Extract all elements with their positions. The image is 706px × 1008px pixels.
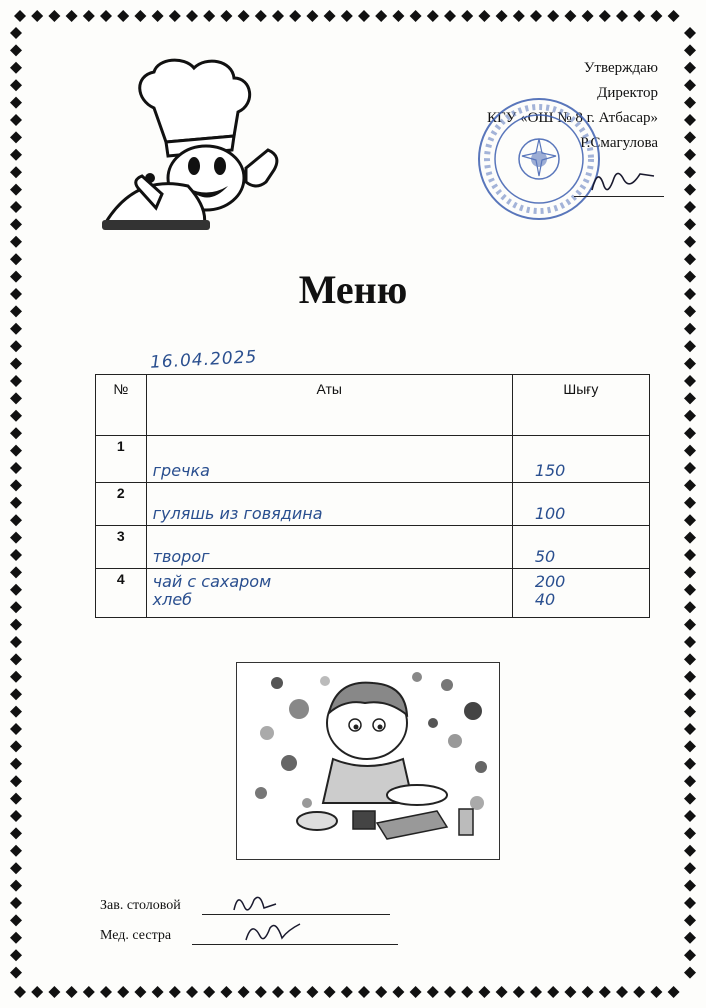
nurse-signature xyxy=(242,916,306,948)
border-diamond xyxy=(633,986,645,998)
border-diamond xyxy=(684,201,696,213)
dish-name: чай с сахаром xyxy=(152,572,272,591)
border-diamond xyxy=(564,986,576,998)
border-diamond xyxy=(306,10,318,22)
border-diamond xyxy=(10,323,22,335)
border-diamond xyxy=(684,636,696,648)
child-pupil xyxy=(354,725,359,730)
decor-dot xyxy=(289,699,309,719)
border-diamond xyxy=(10,636,22,648)
border-diamond xyxy=(10,27,22,39)
border-diamond xyxy=(83,10,95,22)
decor-dot xyxy=(255,787,267,799)
border-diamond xyxy=(100,986,112,998)
border-diamond xyxy=(10,619,22,631)
border-diamond xyxy=(684,845,696,857)
row-number: 2 xyxy=(116,485,125,501)
border-diamond xyxy=(10,79,22,91)
border-diamond xyxy=(444,10,456,22)
border-diamond xyxy=(10,793,22,805)
border-diamond xyxy=(684,932,696,944)
dish-name: творог xyxy=(152,547,210,566)
decor-dot xyxy=(441,679,453,691)
border-diamond xyxy=(684,131,696,143)
border-diamond xyxy=(31,10,43,22)
canteen-signature xyxy=(230,890,280,918)
border-diamond xyxy=(684,584,696,596)
border-diamond xyxy=(513,10,525,22)
approval-line-1: Утверждаю xyxy=(583,60,658,76)
border-diamond xyxy=(633,10,645,22)
border-diamond xyxy=(684,79,696,91)
border-diamond xyxy=(10,253,22,265)
border-diamond xyxy=(10,827,22,839)
border-diamond xyxy=(427,986,439,998)
border-diamond xyxy=(684,253,696,265)
border-diamond xyxy=(684,462,696,474)
border-diamond xyxy=(10,671,22,683)
border-diamond xyxy=(461,10,473,22)
decor-dot xyxy=(464,702,482,720)
border-diamond xyxy=(684,967,696,979)
border-diamond xyxy=(684,671,696,683)
row-number: 3 xyxy=(116,528,125,544)
border-diamond xyxy=(684,775,696,787)
border-diamond xyxy=(684,532,696,544)
border-diamond xyxy=(684,44,696,56)
approval-line-2: Директор xyxy=(597,85,658,101)
border-diamond xyxy=(684,897,696,909)
dish-output: 200 xyxy=(534,572,566,591)
border-diamond xyxy=(599,986,611,998)
border-diamond xyxy=(10,427,22,439)
border-diamond xyxy=(10,532,22,544)
row-number: 4 xyxy=(116,571,125,587)
border-diamond xyxy=(427,10,439,22)
border-diamond xyxy=(10,653,22,665)
border-diamond xyxy=(684,810,696,822)
decor-dot xyxy=(448,734,462,748)
border-diamond xyxy=(100,10,112,22)
border-diamond xyxy=(684,497,696,509)
border-diamond xyxy=(684,827,696,839)
border-diamond xyxy=(461,986,473,998)
border-diamond xyxy=(547,986,559,998)
menu-date: 16.04.2025 xyxy=(149,347,258,373)
border-diamond xyxy=(392,986,404,998)
border-diamond xyxy=(10,497,22,509)
table-row xyxy=(96,569,650,618)
border-diamond xyxy=(117,986,129,998)
decor-dot xyxy=(302,798,312,808)
border-diamond xyxy=(10,97,22,109)
dish-output: 50 xyxy=(534,547,556,566)
border-diamond xyxy=(684,601,696,613)
nurse-signature-row xyxy=(100,928,171,944)
border-diamond xyxy=(616,10,628,22)
border-diamond xyxy=(684,166,696,178)
border-diamond xyxy=(10,184,22,196)
canteen-label: Зав. столовой xyxy=(100,898,181,913)
border-diamond xyxy=(684,445,696,457)
border-diamond xyxy=(444,986,456,998)
dish-output: 100 xyxy=(534,504,566,523)
border-diamond xyxy=(48,10,60,22)
border-diamond xyxy=(83,986,95,998)
border-diamond xyxy=(341,10,353,22)
border-diamond xyxy=(478,986,490,998)
child-eating-illustration xyxy=(236,662,500,860)
border-diamond xyxy=(10,410,22,422)
border-diamond xyxy=(684,723,696,735)
border-diamond xyxy=(10,166,22,178)
border-diamond xyxy=(684,514,696,526)
decor-dot xyxy=(320,676,330,686)
border-diamond xyxy=(684,793,696,805)
border-diamond xyxy=(684,149,696,161)
border-diamond xyxy=(220,986,232,998)
border-diamond xyxy=(599,10,611,22)
row-number: 1 xyxy=(116,438,125,454)
border-diamond xyxy=(668,986,680,998)
border-diamond xyxy=(10,114,22,126)
border-diamond xyxy=(10,514,22,526)
border-diamond xyxy=(10,584,22,596)
header-output: Шығу xyxy=(512,375,649,436)
border-diamond xyxy=(14,10,26,22)
border-diamond xyxy=(684,62,696,74)
border-diamond xyxy=(10,218,22,230)
border-diamond xyxy=(10,601,22,613)
border-diamond xyxy=(10,862,22,874)
border-diamond xyxy=(10,479,22,491)
page-title: Меню xyxy=(298,267,408,312)
border-diamond xyxy=(564,10,576,22)
border-diamond xyxy=(10,967,22,979)
dish-output-2: 40 xyxy=(534,590,556,609)
border-diamond xyxy=(684,862,696,874)
dish-output: 150 xyxy=(534,461,566,480)
border-diamond xyxy=(358,10,370,22)
tray xyxy=(377,811,447,839)
decor-dot xyxy=(260,726,274,740)
border-diamond xyxy=(10,932,22,944)
border-diamond xyxy=(10,236,22,248)
table-row xyxy=(96,483,650,526)
border-diamond xyxy=(10,392,22,404)
director-signature xyxy=(588,160,658,200)
decor-dot xyxy=(281,755,297,771)
official-stamp xyxy=(476,96,602,222)
border-diamond xyxy=(10,358,22,370)
dish-name-2: хлеб xyxy=(152,590,193,609)
border-diamond xyxy=(289,10,301,22)
border-diamond xyxy=(10,758,22,770)
border-diamond xyxy=(10,62,22,74)
dish-name: гречка xyxy=(152,461,210,480)
border-diamond xyxy=(324,10,336,22)
border-diamond xyxy=(684,27,696,39)
border-diamond xyxy=(375,986,387,998)
border-diamond xyxy=(650,986,662,998)
canteen-signature-row xyxy=(100,898,181,914)
border-diamond xyxy=(684,706,696,718)
cup xyxy=(353,811,375,829)
border-diamond xyxy=(48,986,60,998)
border-diamond xyxy=(684,375,696,387)
border-diamond xyxy=(10,949,22,961)
border-diamond xyxy=(10,740,22,752)
border-diamond xyxy=(684,949,696,961)
border-diamond xyxy=(220,10,232,22)
border-diamond xyxy=(513,986,525,998)
approval-line-4: Р.Смагулова xyxy=(580,135,658,151)
border-diamond xyxy=(684,619,696,631)
border-diamond xyxy=(582,986,594,998)
border-diamond xyxy=(10,462,22,474)
border-diamond xyxy=(530,10,542,22)
border-diamond xyxy=(152,10,164,22)
border-diamond xyxy=(152,986,164,998)
header-num: № xyxy=(96,375,147,436)
border-diamond xyxy=(134,10,146,22)
border-diamond xyxy=(10,149,22,161)
decor-dot xyxy=(475,761,487,773)
dish-name: гуляшь из говядина xyxy=(152,504,323,523)
nurse-label: Мед. сестра xyxy=(100,928,172,943)
border-diamond xyxy=(238,10,250,22)
border-diamond xyxy=(289,986,301,998)
soup-bowl xyxy=(387,785,447,805)
border-diamond xyxy=(10,340,22,352)
border-diamond xyxy=(169,10,181,22)
border-diamond xyxy=(10,845,22,857)
border-diamond xyxy=(10,201,22,213)
border-diamond xyxy=(684,880,696,892)
cookie-plate xyxy=(297,812,337,830)
approval-line-3: КГУ «ОШ № 8 г. Атбасар» xyxy=(487,110,658,126)
border-diamond xyxy=(14,986,26,998)
border-diamond xyxy=(238,986,250,998)
border-diamond xyxy=(272,986,284,998)
border-diamond xyxy=(410,10,422,22)
border-diamond xyxy=(10,131,22,143)
decor-dot xyxy=(428,718,438,728)
decor-dot xyxy=(470,796,484,810)
border-diamond xyxy=(410,986,422,998)
border-diamond xyxy=(255,986,267,998)
border-diamond xyxy=(203,986,215,998)
border-diamond xyxy=(10,775,22,787)
border-diamond xyxy=(255,10,267,22)
chef-illustration xyxy=(96,58,306,238)
border-diamond xyxy=(341,986,353,998)
border-diamond xyxy=(684,653,696,665)
border-diamond xyxy=(582,10,594,22)
border-diamond xyxy=(684,392,696,404)
border-diamond xyxy=(478,10,490,22)
director-signature-line xyxy=(574,196,664,197)
border-diamond xyxy=(66,10,78,22)
border-diamond xyxy=(684,758,696,770)
border-diamond xyxy=(684,740,696,752)
border-diamond xyxy=(650,10,662,22)
border-diamond xyxy=(684,358,696,370)
header-name: Аты xyxy=(146,375,512,436)
decor-dot xyxy=(271,677,283,689)
border-diamond xyxy=(684,184,696,196)
border-diamond xyxy=(186,986,198,998)
border-diamond xyxy=(496,986,508,998)
border-diamond xyxy=(547,10,559,22)
border-diamond xyxy=(10,723,22,735)
border-diamond xyxy=(203,10,215,22)
border-diamond xyxy=(684,323,696,335)
border-diamond xyxy=(31,986,43,998)
border-diamond xyxy=(10,706,22,718)
border-diamond xyxy=(272,10,284,22)
border-diamond xyxy=(684,688,696,700)
border-diamond xyxy=(684,914,696,926)
border-diamond xyxy=(10,375,22,387)
border-diamond xyxy=(324,986,336,998)
border-diamond xyxy=(684,427,696,439)
border-diamond xyxy=(169,986,181,998)
border-diamond xyxy=(358,986,370,998)
decor-dot xyxy=(412,672,422,682)
border-diamond xyxy=(10,810,22,822)
border-diamond xyxy=(10,880,22,892)
border-diamond xyxy=(616,986,628,998)
table-row xyxy=(96,526,650,569)
border-diamond xyxy=(10,445,22,457)
menu-table xyxy=(95,374,650,618)
border-diamond xyxy=(684,479,696,491)
border-diamond xyxy=(186,10,198,22)
table-row xyxy=(96,436,650,483)
border-diamond xyxy=(684,236,696,248)
border-diamond xyxy=(375,10,387,22)
border-diamond xyxy=(10,549,22,561)
border-diamond xyxy=(684,114,696,126)
border-diamond xyxy=(496,10,508,22)
border-diamond xyxy=(10,897,22,909)
border-diamond xyxy=(684,340,696,352)
border-diamond xyxy=(117,10,129,22)
border-diamond xyxy=(684,566,696,578)
table-header-row xyxy=(96,375,650,436)
child-pupil xyxy=(378,725,383,730)
border-diamond xyxy=(10,688,22,700)
border-diamond xyxy=(668,10,680,22)
border-diamond xyxy=(66,986,78,998)
fries-box xyxy=(459,809,473,835)
border-diamond xyxy=(306,986,318,998)
border-diamond xyxy=(392,10,404,22)
border-diamond xyxy=(684,549,696,561)
border-diamond xyxy=(10,44,22,56)
border-diamond xyxy=(530,986,542,998)
border-diamond xyxy=(684,97,696,109)
border-diamond xyxy=(10,566,22,578)
border-diamond xyxy=(10,914,22,926)
border-diamond xyxy=(134,986,146,998)
border-diamond xyxy=(684,218,696,230)
border-diamond xyxy=(684,410,696,422)
